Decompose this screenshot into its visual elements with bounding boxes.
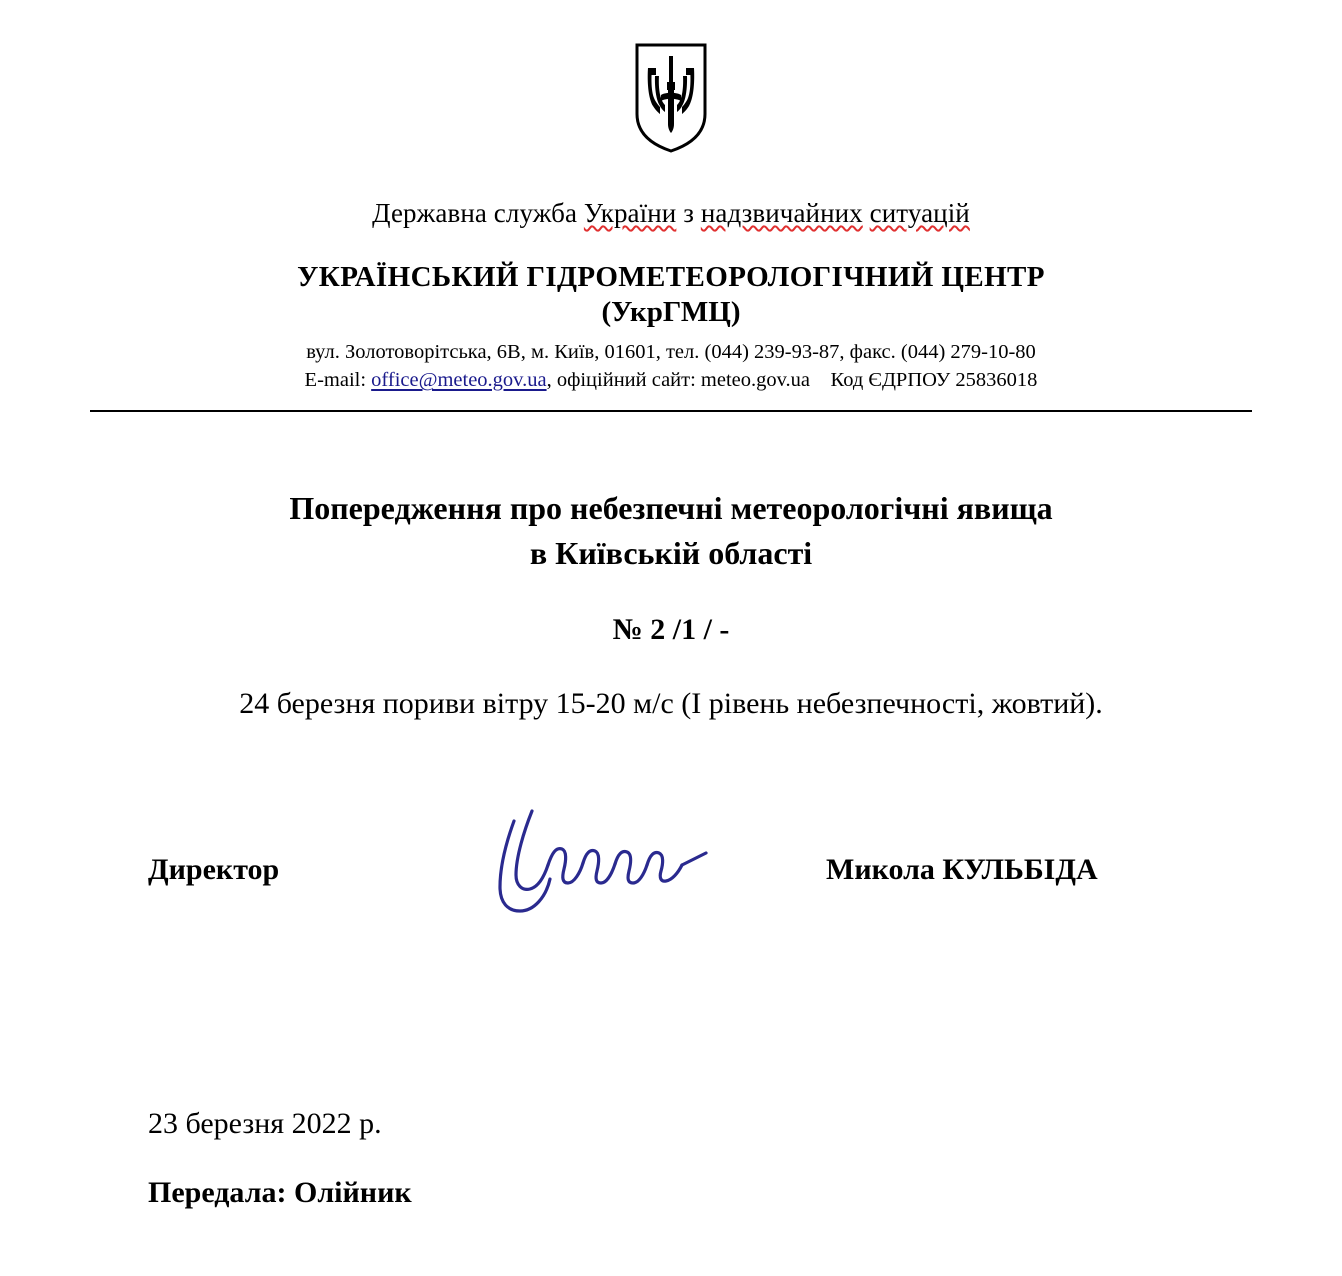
organization-line: Державна служба України з надзвичайних ситуацій [372, 198, 970, 228]
site-label: , офіційний сайт: meteo.gov.ua [546, 369, 811, 391]
signature-block [0, 813, 1342, 953]
center-name: УКРАЇНСЬКИЙ ГІДРОМЕТЕОРОЛОГІЧНИЙ ЦЕНТР [297, 261, 1045, 293]
page-title-line-2: в Київській області [529, 535, 813, 572]
email-label: E-mail: [304, 369, 367, 391]
signer-position: Директор [148, 852, 280, 886]
emblem-container [0, 0, 1342, 154]
handwritten-signature-icon [470, 791, 760, 931]
ukraine-trident-emblem-icon [634, 42, 708, 154]
sent-by-line: Передала: Олійник [148, 1176, 412, 1209]
document-number: № 2 /1 / - [612, 612, 730, 646]
email-link[interactable]: office@meteo.gov.ua [371, 369, 547, 391]
header-divider [90, 410, 1252, 412]
signer-name: Микола КУЛЬБІДА [826, 852, 1098, 886]
edrpou-code: Код ЄДРПОУ 25836018 [830, 369, 1038, 391]
address-line: вул. Золотоворітська, 6В, м. Київ, 01601, тел. (044) 239-93-87, факс. (044) 279-10-80 [306, 341, 1036, 363]
page-title-line-1: Попередження про небезпечні метеорологічні явища [289, 490, 1053, 526]
page-title [0, 486, 1342, 577]
center-abbreviation: (УкрГМЦ) [601, 296, 741, 328]
warning-text: 24 березня пориви вітру 15-20 м/с (І рівень небезпечності, жовтий). [239, 686, 1103, 720]
contact-line [0, 369, 1342, 392]
document-date: 23 березня 2022 р. [148, 1107, 382, 1140]
